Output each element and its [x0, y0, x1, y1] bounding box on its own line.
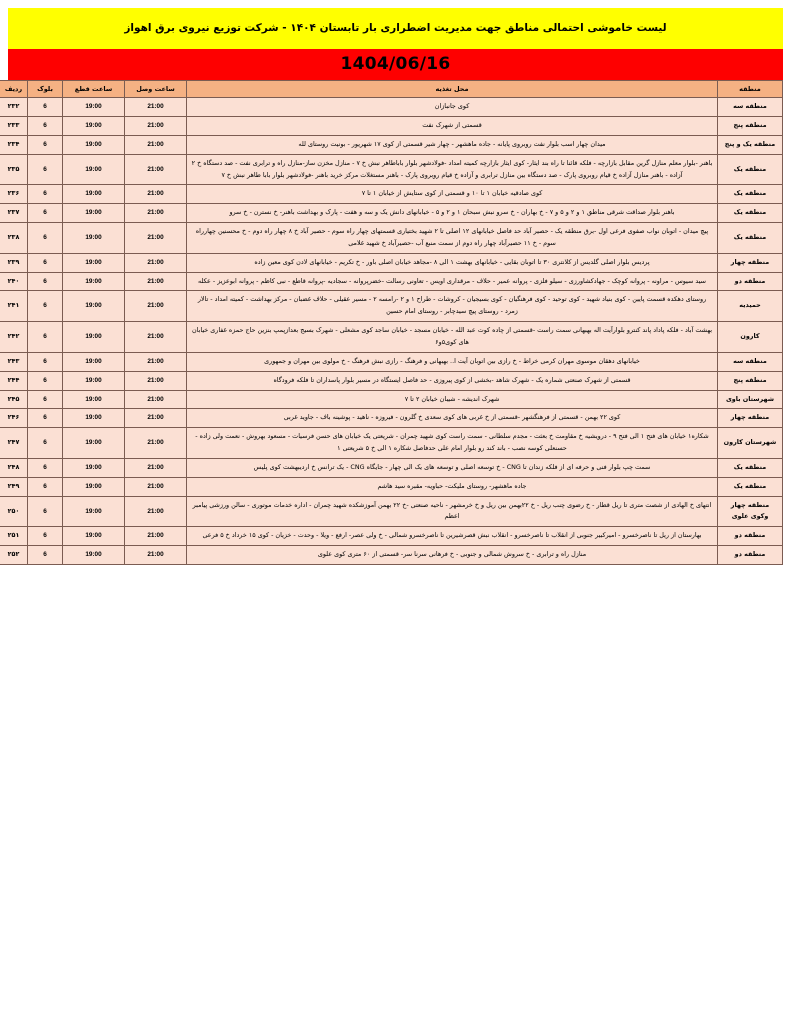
cell-block: 6 [28, 117, 63, 136]
cell-off-time: 19:00 [63, 98, 125, 117]
cell-on-time: 21:00 [125, 390, 187, 409]
cell-row-num: ۲۴۱ [0, 291, 28, 322]
cell-row-num: ۲۳۹ [0, 253, 28, 272]
cell-off-time: 19:00 [63, 322, 125, 353]
outage-table [0, 80, 783, 565]
cell-region: منطقه چهار وکوی علوی [718, 496, 783, 527]
cell-place: شهرک اندیشه - شیبان خیابان ۲ تا ۷ [187, 390, 718, 409]
cell-row-num: ۲۳۴ [0, 135, 28, 154]
cell-row-num: ۲۵۰ [0, 496, 28, 527]
cell-block: 6 [28, 409, 63, 428]
cell-region: منطقه چهار [718, 253, 783, 272]
cell-block: 6 [28, 428, 63, 459]
table-row [0, 352, 783, 371]
schedule-date-banner: 1404/06/16 [8, 49, 783, 80]
cell-region: منطقه یک [718, 458, 783, 477]
table-row [0, 117, 783, 136]
cell-on-time: 21:00 [125, 154, 187, 185]
cell-region: منطقه سه [718, 98, 783, 117]
cell-on-time: 21:00 [125, 223, 187, 254]
cell-place: منازل راه و ترابری - خ سروش شمالی و جنوبی - خ فرهانی سرنا سر- قسمتی از ۶۰ متری کوی علوی [187, 546, 718, 565]
table-row [0, 371, 783, 390]
cell-region: منطقه پنج [718, 371, 783, 390]
cell-block: 6 [28, 272, 63, 291]
table-row [0, 527, 783, 546]
column-header-off-time: ساعت قطع [63, 81, 125, 98]
cell-off-time: 19:00 [63, 546, 125, 565]
cell-off-time: 19:00 [63, 223, 125, 254]
cell-on-time: 21:00 [125, 322, 187, 353]
cell-place: پیچ میدان - اتوبان نواب صفوی فرعی اول -برق منطقه یک - حصیر آباد حد فاصل خیابانهای ۱۲ اصلی تا ۲ شهید بختیاری قسمتهای چهار راه سوم - حصیر آباد خ ۸ چهار راه دوم - خ محسنین چهارراه سوم - خ ۱۱ حصیرآباد چهار راه دوم از سمت منبع آب -حصیرآباد خ شهید غلامی [187, 223, 718, 254]
table-header [0, 81, 783, 98]
cell-off-time: 19:00 [63, 527, 125, 546]
cell-place: بهارستان از ریل تا ناصرخسرو - امیرکبیر جنوبی از انقلاب تا ناصرخسرو - انقلاب نبش قصرشیرین تا ناصرخسرو شمالی - خ ولی عصر- ارفع - ویلا - وحدت - خزیان - کوی ۱۵ خرداد خ ۵ فرعی [187, 527, 718, 546]
cell-region: منطقه یک و پنج [718, 135, 783, 154]
table-header-row [0, 81, 783, 98]
table-row [0, 477, 783, 496]
cell-off-time: 19:00 [63, 204, 125, 223]
cell-block: 6 [28, 371, 63, 390]
table-row [0, 223, 783, 254]
cell-block: 6 [28, 98, 63, 117]
cell-place: شکاره۱ خیابان های فتح ۱ الی فتح ۹ - درویشیه خ مقاومت خ بعثت - مجدم سلطانی - سمت راست کوی شهید چمران - شریعتی یک خیابان های حسن فرسیات - مسعود بهروش - نعمت ولی زاده - حسنعلی کوسه نصب - باند کند رو بلوار امام علی حدفاصل شکاره ۱ الی خ ۵ شریعتی ۱ [187, 428, 718, 459]
table-row [0, 546, 783, 565]
cell-row-num: ۲۳۶ [0, 185, 28, 204]
cell-place: انتهای خ الهادی از شصت متری تا ریل قطار - خ رضوی چنب ریل - خ ۲۲بهمن بین ریل و خ خرمشهر - ناحیه صنعتی -خ ۲۲ بهمن آموزشکده شهید چمران - اداره خدمات موتوری - سالن ورزشی پیامبر اعظم [187, 496, 718, 527]
cell-off-time: 19:00 [63, 272, 125, 291]
table-row [0, 272, 783, 291]
cell-on-time: 21:00 [125, 135, 187, 154]
cell-off-time: 19:00 [63, 117, 125, 136]
cell-off-time: 19:00 [63, 291, 125, 322]
table-row [0, 409, 783, 428]
cell-region: منطقه چهار [718, 409, 783, 428]
cell-row-num: ۲۳۵ [0, 154, 28, 185]
cell-row-num: ۲۵۱ [0, 527, 28, 546]
cell-on-time: 21:00 [125, 98, 187, 117]
cell-place: کوی ۲۲ بهمن - قسمتی از فرهنگشهر -قسمتی از خ غربی های کوی سعدی خ گلرون - فیروزه - ناهید - پوشینه باف - جاوید غربی [187, 409, 718, 428]
cell-row-num: ۲۴۲ [0, 322, 28, 353]
cell-block: 6 [28, 291, 63, 322]
cell-block: 6 [28, 204, 63, 223]
cell-on-time: 21:00 [125, 527, 187, 546]
table-row [0, 204, 783, 223]
cell-block: 6 [28, 135, 63, 154]
cell-row-num: ۲۴۸ [0, 458, 28, 477]
cell-place: باهنر -بلوار معلم منازل گرین مقابل بازارچه - فلکه قائنا تا راه بند ایثار- کوی ایثار بازارچه کمیته امداد -فولادشهر بلوار باباطاهر نبش خ ۷ - منازل مخزن ساز-منازل راه و ترابری نفت - صد دستگاه خ ۲ آزاده - باهنر منازل آزاده خ قیام روبروی پارک - صد دستگاه بین منازل ترابری و آزاده خ قیام روبروی پارک - باهنر مستغلات مرکز خرید باهنر -فولادشهر بلوار بابا طاهر نبش خ ۷ [187, 154, 718, 185]
cell-place: قسمتی از شهرک نفت [187, 117, 718, 136]
cell-row-num: ۲۳۷ [0, 204, 28, 223]
cell-off-time: 19:00 [63, 390, 125, 409]
cell-on-time: 21:00 [125, 546, 187, 565]
cell-block: 6 [28, 154, 63, 185]
cell-row-num: ۲۴۳ [0, 352, 28, 371]
table-row [0, 496, 783, 527]
cell-on-time: 21:00 [125, 371, 187, 390]
column-header-place: محل تغذیه [187, 81, 718, 98]
cell-row-num: ۲۴۴ [0, 371, 28, 390]
cell-place: سمت چپ بلوار فنی و حرفه ای از فلکه زندان تا CNG - خ توسعه اصلی و توسعه های یک الی چهار - جایگاه CNG - یک ترانس خ اردیبهشت کوی پلیس [187, 458, 718, 477]
column-header-on-time: ساعت وصل [125, 81, 187, 98]
column-header-block: بلوک [28, 81, 63, 98]
cell-region: شهرستان باوی [718, 390, 783, 409]
cell-block: 6 [28, 496, 63, 527]
cell-place: پردیس بلوار اصلی گلدیس از کلانتری ۳۰ تا اتوبان بقایی - خیابانهای بهشت ۱ الی ۸ -مجاهد خیابان اصلی باور - خ تکریم - خیابانهای لادن کوی معین زاده [187, 253, 718, 272]
table-row [0, 322, 783, 353]
cell-row-num: ۲۴۰ [0, 272, 28, 291]
cell-place: کوی صادقیه خیابان ۱ تا ۱۰ و قسمتی از کوی ستایش از خیابان ۱ تا ۷ [187, 185, 718, 204]
cell-on-time: 21:00 [125, 428, 187, 459]
cell-off-time: 19:00 [63, 253, 125, 272]
cell-on-time: 21:00 [125, 477, 187, 496]
cell-on-time: 21:00 [125, 272, 187, 291]
cell-off-time: 19:00 [63, 135, 125, 154]
table-body [0, 98, 783, 565]
cell-block: 6 [28, 253, 63, 272]
cell-row-num: ۲۵۲ [0, 546, 28, 565]
cell-block: 6 [28, 223, 63, 254]
cell-row-num: ۲۴۹ [0, 477, 28, 496]
cell-on-time: 21:00 [125, 291, 187, 322]
cell-off-time: 19:00 [63, 477, 125, 496]
cell-off-time: 19:00 [63, 185, 125, 204]
table-row [0, 458, 783, 477]
table-row [0, 390, 783, 409]
cell-on-time: 21:00 [125, 185, 187, 204]
cell-on-time: 21:00 [125, 458, 187, 477]
cell-region: منطقه یک [718, 223, 783, 254]
cell-place: بهشت آباد - فلکه پاداد پاند کنترو بلوارآیت اله بهبهانی سمت راست -قسمتی از چاده کوت عبد الله - خیابان مسجد - خیابان ساجد کوی مشعلی - شهرک بسیج بعدازپمپ بنزین حاج حمزه غفاری خیابان های کوی۵و۶ [187, 322, 718, 353]
cell-region: کارون [718, 322, 783, 353]
cell-on-time: 21:00 [125, 409, 187, 428]
cell-place: خیابانهای دهقان موسوی مهران کرمی خراط - خ رازی بین اتوبان آیت ا.. بهبهانی و فرهنگ - رازی نبش فرهنگ - خ مولوی بین مهران و جمهوری [187, 352, 718, 371]
cell-place: قسمتی از شهرک صنعتی شماره یک - شهرک شاهد -بخشی از کوی پیروزی - حد فاصل ایستگاه در مسیر بلوار پاسداران تا فلکه فرودگاه [187, 371, 718, 390]
cell-block: 6 [28, 527, 63, 546]
cell-row-num: ۲۳۸ [0, 223, 28, 254]
cell-on-time: 21:00 [125, 352, 187, 371]
page-title-banner: لیست خاموشی احتمالی مناطق جهت مدیریت اضطراری بار تابستان ۱۴۰۴ - شرکت توزیع نیروی برق اهواز [8, 8, 783, 49]
cell-off-time: 19:00 [63, 352, 125, 371]
cell-row-num: ۲۳۲ [0, 98, 28, 117]
table-row [0, 185, 783, 204]
cell-block: 6 [28, 390, 63, 409]
cell-region: شهرستان کارون [718, 428, 783, 459]
cell-on-time: 21:00 [125, 253, 187, 272]
cell-row-num: ۲۴۵ [0, 390, 28, 409]
table-row [0, 98, 783, 117]
cell-off-time: 19:00 [63, 409, 125, 428]
cell-row-num: ۲۳۳ [0, 117, 28, 136]
cell-off-time: 19:00 [63, 371, 125, 390]
cell-region: منطقه یک [718, 154, 783, 185]
cell-region: منطقه دو [718, 527, 783, 546]
table-row [0, 253, 783, 272]
cell-place: میدان چهار اسب بلوار نفت روبروی پایانه - جاده ماهشهر - چهار شیر قسمتی از کوی ۱۷ شهریور - بونیت روستای لله [187, 135, 718, 154]
cell-region: منطقه دو [718, 546, 783, 565]
cell-off-time: 19:00 [63, 428, 125, 459]
cell-place: جاده ماهشهر- روستای ملیکت- حباویه- مقبره سید هاشم [187, 477, 718, 496]
cell-block: 6 [28, 185, 63, 204]
column-header-row: ردیف [0, 81, 28, 98]
cell-on-time: 21:00 [125, 204, 187, 223]
table-row [0, 154, 783, 185]
column-header-region: منطقه [718, 81, 783, 98]
cell-row-num: ۲۴۶ [0, 409, 28, 428]
cell-block: 6 [28, 352, 63, 371]
cell-region: منطقه سه [718, 352, 783, 371]
cell-place: سید سیوس - مراونه - پروانه کوچک - جهادکشاورزی - سیلو فلزی - پروانه عمیر - حلاف - مرقداری اویس - تعاونی رسالت -خضرپروانه - سجادیه -پروانه قاطع - نبی کاظم - پروانه ابوعزیز - عکله [187, 272, 718, 291]
cell-place: روستای دهکده قسمت پایین - کوی بنیاد شهید - کوی توحید - کوی فرهنگیان - کوی بسیجیان - کروشات - طراح ۱ و ۲ -رامسه ۲ - مسیر عقیلی - حلاف غضبان - مرکز بهداشت - کمیته امداد - تالار زمرد - روستای پیچ سیدچابر - روستای امام حسین [187, 291, 718, 322]
cell-off-time: 19:00 [63, 154, 125, 185]
cell-block: 6 [28, 477, 63, 496]
cell-region: منطقه یک [718, 477, 783, 496]
cell-block: 6 [28, 322, 63, 353]
cell-off-time: 19:00 [63, 496, 125, 527]
cell-off-time: 19:00 [63, 458, 125, 477]
cell-place: کوی جانبازان [187, 98, 718, 117]
table-row [0, 428, 783, 459]
cell-block: 6 [28, 546, 63, 565]
table-row [0, 135, 783, 154]
cell-region: منطقه یک [718, 185, 783, 204]
cell-place: باهنر بلوار صداقت شرقی مناطق ۱ و ۲ و ۵ و ۷ - خ بهاران - خ سرو نبش سبحان ۱ و ۲ و ۵ - خیابانهای دانش یک و سه و هفت - پارک و بهداشت باهنر- خ نسترن - خ سرو [187, 204, 718, 223]
cell-region: منطقه یک [718, 204, 783, 223]
cell-on-time: 21:00 [125, 117, 187, 136]
table-row [0, 291, 783, 322]
cell-on-time: 21:00 [125, 496, 187, 527]
cell-region: منطقه پنج [718, 117, 783, 136]
cell-block: 6 [28, 458, 63, 477]
cell-region: حمیدیه [718, 291, 783, 322]
cell-region: منطقه دو [718, 272, 783, 291]
cell-row-num: ۲۴۷ [0, 428, 28, 459]
